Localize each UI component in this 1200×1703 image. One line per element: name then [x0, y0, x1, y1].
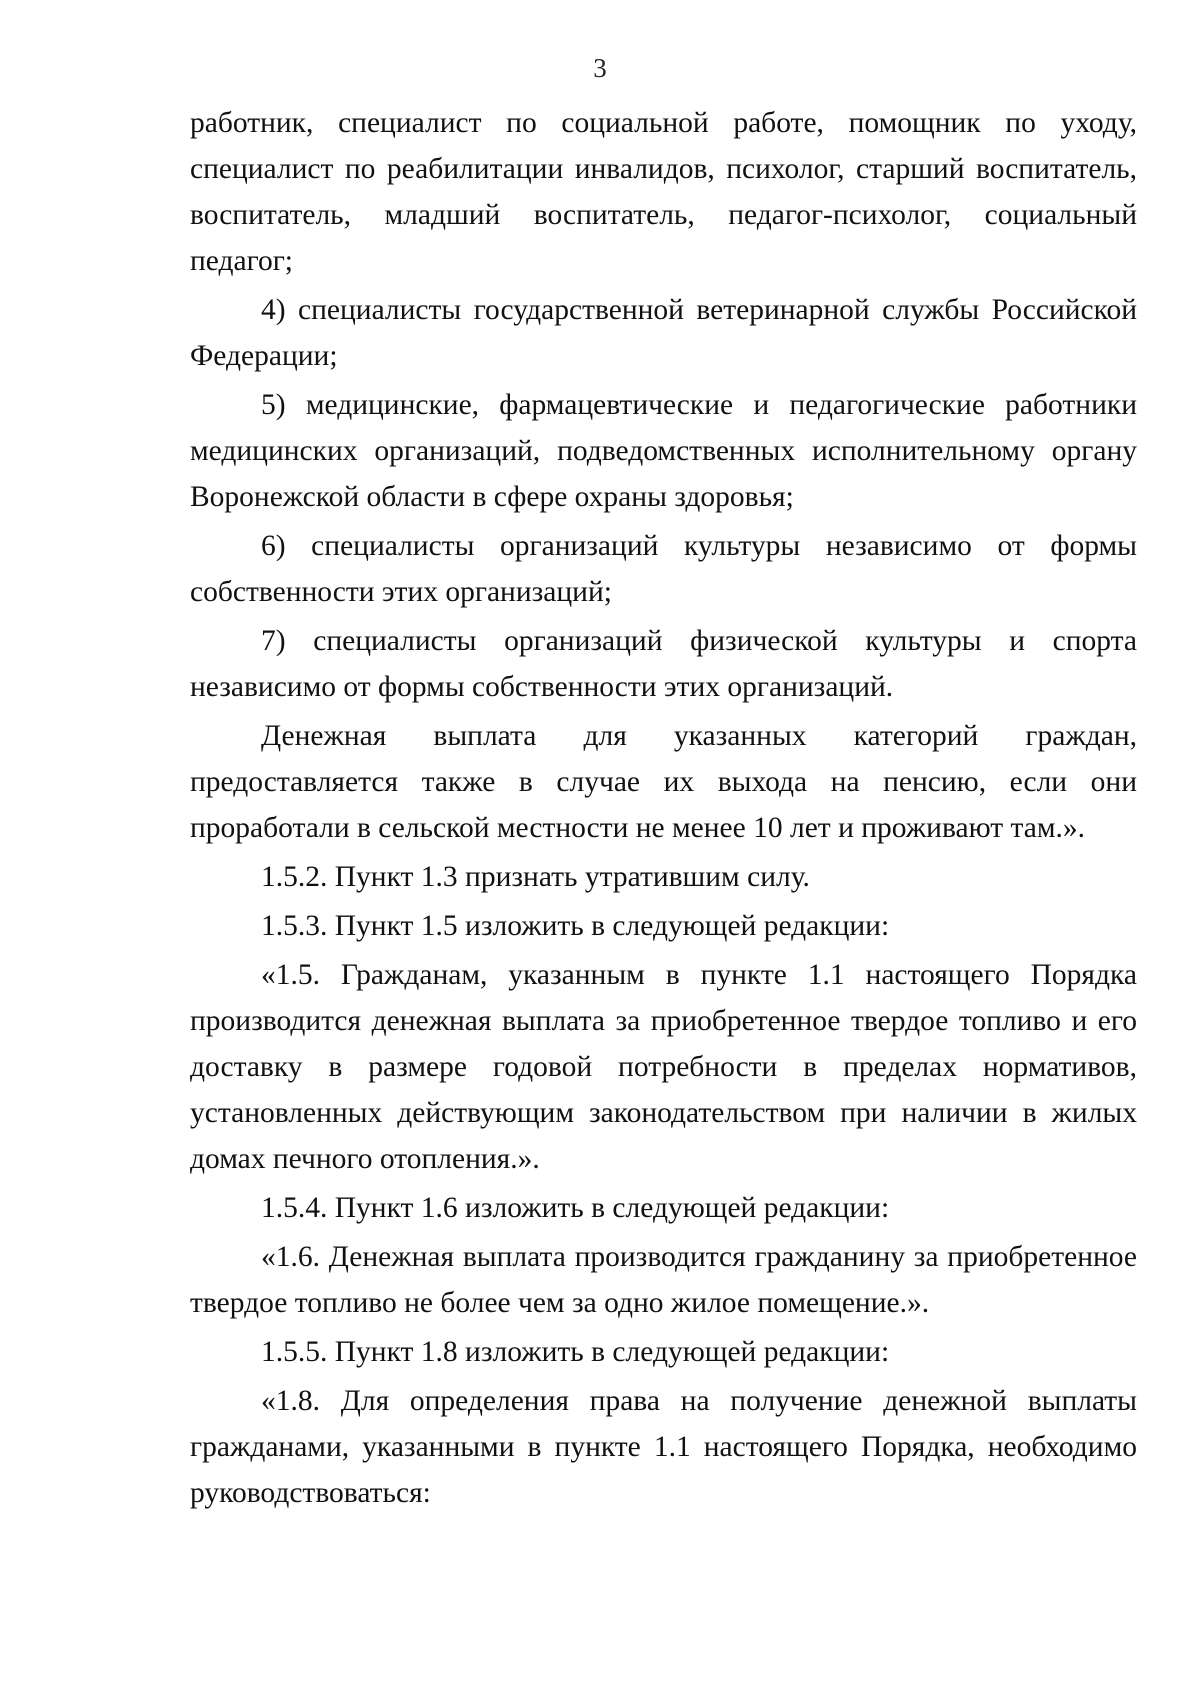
paragraph-item-6: 6) специалисты организаций культуры независимо от формы собственности этих организаций;: [190, 530, 1137, 608]
paragraph-clause-1-8: «1.8. Для определения права на получение денежной выплаты гражданами, указанными в пункте 1.1 настоящего Порядка, необходимо руководствоваться:: [190, 1385, 1137, 1509]
document-body: [190, 100, 1137, 1516]
paragraph-1-5-5: 1.5.5. Пункт 1.8 изложить в следующей редакции:: [261, 1336, 890, 1368]
paragraph-payment-note: Денежная выплата для указанных категорий граждан, предоставляется также в случае их выхода на пенсию, если они проработали в сельской местности не менее 10 лет и проживают там.».: [190, 720, 1137, 844]
paragraph-1-5-4: 1.5.4. Пункт 1.6 изложить в следующей редакции:: [261, 1192, 890, 1224]
paragraph-clause-1-5: «1.5. Гражданам, указанным в пункте 1.1 настоящего Порядка производится денежная выплата за приобретенное твердое топливо и его доставку в размере годовой потребности в пределах нормативов, установленных действующим законодательством при наличии в жилых домах печного отопления.».: [190, 959, 1137, 1175]
paragraph-clause-1-6: «1.6. Денежная выплата производится гражданину за приобретенное твердое топливо не более чем за одно жилое помещение.».: [190, 1241, 1137, 1319]
paragraph-1-5-3: 1.5.3. Пункт 1.5 изложить в следующей редакции:: [261, 910, 890, 942]
paragraph-item-5: 5) медицинские, фармацевтические и педагогические работники медицинских организаций, подведомственных исполнительному органу Воронежской области в сфере охраны здоровья;: [190, 389, 1137, 513]
paragraph-item-7: 7) специалисты организаций физической культуры и спорта независимо от формы собственности этих организаций.: [190, 625, 1137, 703]
paragraph-1-5-2: 1.5.2. Пункт 1.3 признать утратившим силу.: [261, 861, 810, 893]
paragraph-continuation: работник, специалист по социальной работе, помощник по уходу, специалист по реабилитации инвалидов, психолог, старший воспитатель, воспитатель, младший воспитатель, педагог-психолог, социальный педагог;: [190, 107, 1137, 277]
page-number: 3: [593, 53, 607, 83]
paragraph-item-4: 4) специалисты государственной ветеринарной службы Российской Федерации;: [190, 294, 1137, 372]
